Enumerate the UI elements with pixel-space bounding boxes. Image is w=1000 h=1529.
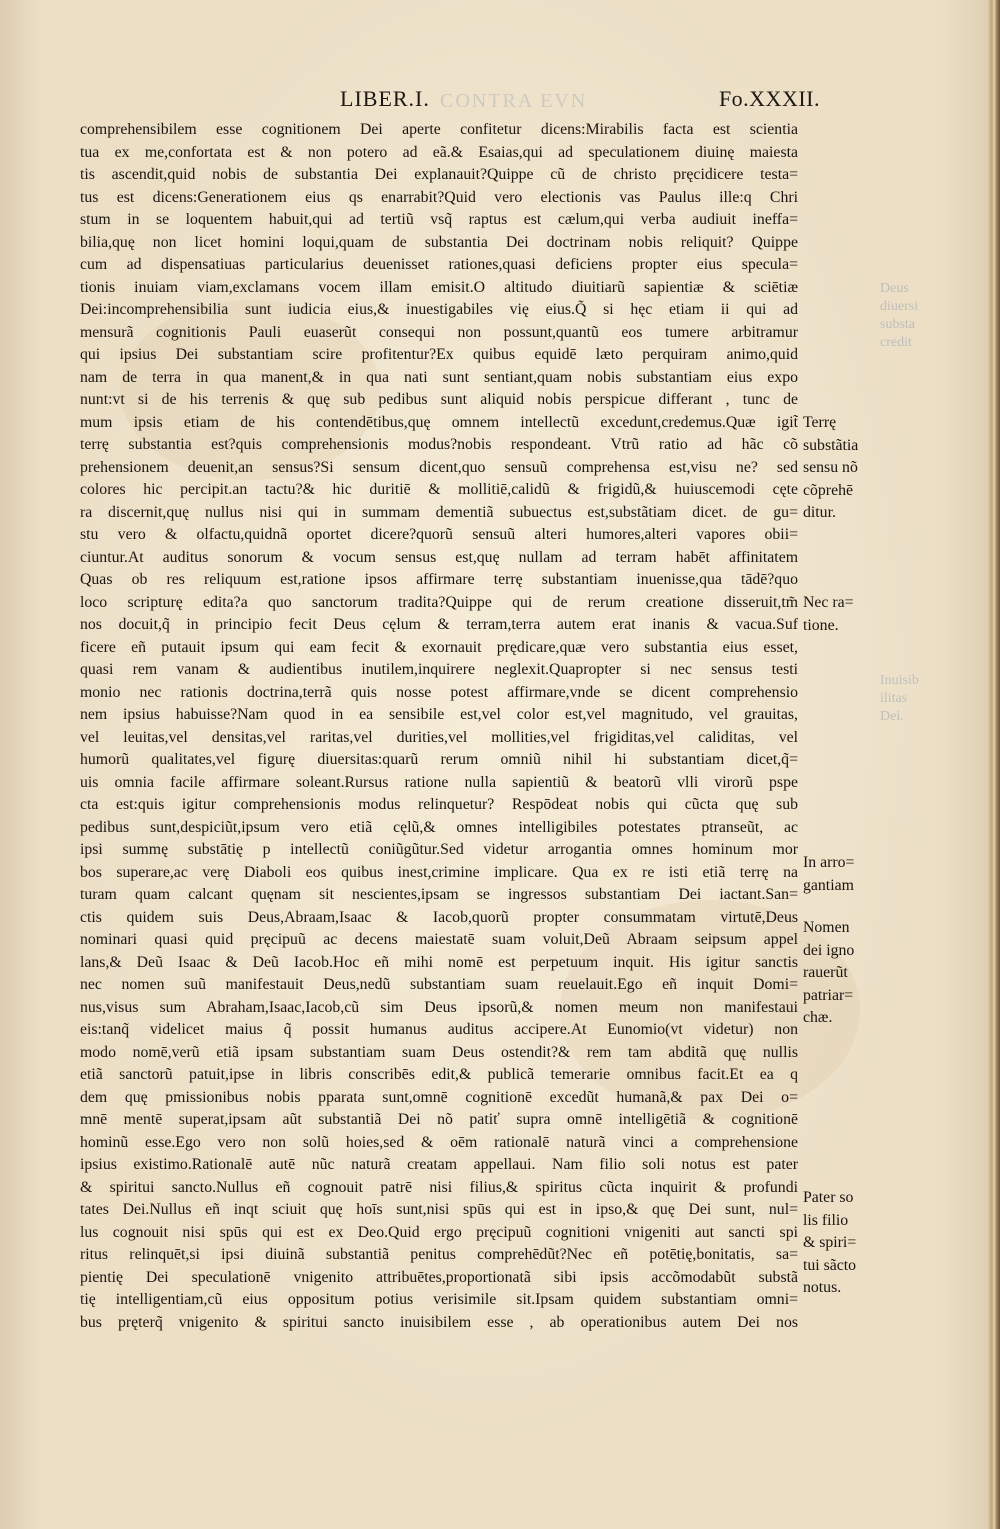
text-line: tua ex me,confortata est & non potero ad eã.& Esaias,qui ad speculationem diuinę maiesta xyxy=(80,143,798,161)
text-line: cta est:quis igitur comprehensionis modus relinquetur? Respōdeat nobis qui cũcta quę sub xyxy=(80,796,798,813)
text-line: nam de terra in qua manent,& in qua nati sunt sentiant,quam nobis substantiam eius expo xyxy=(80,368,798,386)
marginal-note-nec-ratione xyxy=(803,592,883,637)
text-line: ctis quidem suis Deus,Abraam,Isaac & Iacob,quorũ propter consummatam virtutē,Deus xyxy=(80,908,798,926)
text-line: ipsi summę substātię p intellectũ coniũgũtur.Sed videtur arrogantia omnes hominum mor xyxy=(80,841,798,858)
bleed-through-margin-note xyxy=(880,672,980,726)
marginal-note-line: substãtia xyxy=(803,436,859,454)
text-line: pientię Dei speculationē vnigenito attribuētes,proportionatã sibi ipsis accõmodabũt substã xyxy=(80,1268,798,1286)
marginal-note-terrae-substantia xyxy=(803,412,883,525)
marginal-note-line: Nec ra= xyxy=(803,594,854,611)
text-line: tię intelligentiam,cũ eius oppositum potius verisimile sit.Ipsam quidem substantiam omni= xyxy=(80,1291,798,1308)
marginal-note-line: dei igno xyxy=(803,941,855,959)
bleed-through-heading: CONTRA EVN xyxy=(440,90,588,112)
folio-number: Fo.XXXII. xyxy=(718,86,820,111)
text-line: nunt:vt si de his terrenis & quę sub pedibus sunt aliquid nobis perspicue differant , tunc de xyxy=(80,391,798,408)
text-line: stum in se loquentem habuit,qui ad tertiũ vsq̃ raptus est cælum,qui verba audiuit ineffa= xyxy=(80,211,798,228)
text-line: nominari quasi quid pręcipuũ ac decens maiestatē suam voluit,Deũ Abraam seipsum appel xyxy=(80,931,798,948)
running-head: LIBER.I. xyxy=(340,86,430,111)
text-line: bos superare,ac verę Diaboli eos quibus inest,crimine implicare. Qua ex re isti etiã terrę na xyxy=(80,863,798,881)
marginal-note-line: Terrę xyxy=(803,414,837,431)
text-line: dem quę pmissionibus nobis pparata sunt,omnē cognitionē excedũt humanã,& pax Dei o= xyxy=(80,1088,798,1106)
text-line: monio nec rationis doctrina,terrã quis nosse potest affirmare,vnde se dicent comprehensio xyxy=(80,683,798,701)
bleed-through-line: Inuisib xyxy=(880,673,919,688)
marginal-note-line: & spiri= xyxy=(803,1234,857,1251)
text-line: nus,visus sum Abraham,Isaac,Iacob,cũ sim Deus ipsorũ,& nomen meum non manifestaui xyxy=(80,998,798,1016)
text-line: hominũ esse.Ego vero non solũ hoies,sed & oēm rationalē naturã vinci a comprehensione xyxy=(80,1133,798,1151)
text-line: comprehensibilem esse cognitionem Dei aperte confitetur dicens:Mirabilis facta est scientia xyxy=(80,121,798,138)
text-line: humorũ qualitates,vel figurę diuersitas:quarũ rerum omniũ nihil hi substantiam dicet,q̃= xyxy=(80,751,798,768)
body-text-column xyxy=(80,119,798,1334)
marginal-note-line: tui sãcto xyxy=(803,1256,857,1274)
text-line: prehensionem deuenit,an sensus?Si sensum dicent,quo sensuũ comprehensa est,visu ne? sed xyxy=(80,458,798,476)
marginal-note-line: ditur. xyxy=(803,504,836,521)
marginal-note-line: cõprehē xyxy=(803,481,853,499)
marginal-note-line: notus. xyxy=(803,1279,842,1296)
text-line: qui ipsius Dei substantiam scire profitentur?Ex quibus equidē læto perquiram animo,quid xyxy=(80,346,798,363)
text-line: eis:tanq̃ videlicet maius q̃ possit humanus auditus accipere.At Eunomio(vt videtur) non xyxy=(80,1021,798,1038)
marginal-note-line: Nomen xyxy=(803,919,850,936)
marginal-note-line: Pater so xyxy=(803,1189,854,1206)
text-line: nec nomen suũ manifestauit Deus,nedũ substantiam suam reuelauit.Ego eñ inquit Domi= xyxy=(80,976,798,993)
text-line: turam quam calcant quęnam sit nescientes,ipsam se ingressos substantiam Dei iactant.San= xyxy=(80,886,798,903)
text-line: ra discernit,quę nullus nisi qui in summam dementiã subuectus est,substãtiam dicet. de gu= xyxy=(80,503,798,521)
marginal-note-line: patriar= xyxy=(803,986,854,1004)
bleed-through-line: Dei. xyxy=(880,709,904,724)
text-line: ficere eñ putauit ipsum qui eam fecit & exornauit prędicare,quæ vero substantia eius esset, xyxy=(80,638,798,656)
marginal-note-line: chæ. xyxy=(803,1009,833,1026)
marginal-note-line: rauerũt xyxy=(803,964,848,981)
text-line: bus pręterq̃ vnigenito & spiritui sancto inuisibilem esse , ab operationibus autem Dei nos xyxy=(80,1313,798,1331)
bleed-through-line: substa xyxy=(880,317,915,332)
bleed-through-margin-note xyxy=(880,280,980,352)
text-line: stu vero & olfactu,quidnã oportet dicere?quorũ sensuũ alteri humores,alteri vapores obii= xyxy=(80,526,798,543)
text-line: colores hic percipit.an tactu?& hic duritiē & mollitiē,calidũ & frigidũ,& huiuscemodi cęte xyxy=(80,481,798,498)
page-header xyxy=(340,86,820,116)
text-line: cum ad dispensatiuas particularius deuenisset rationes,quasi deficiens propter eius specula= xyxy=(80,256,798,273)
text-line: lans,& Deũ Isaac & Deũ Iacob.Hoc eñ mihi nomē est perpetuum inquit. His igitur sanctis xyxy=(80,953,798,971)
text-line: loco scripturę edita?a quo sanctorum tradita?Quippe qui de rerum creatione disseruit,tm̃ xyxy=(80,593,798,611)
bleed-through-line: credit xyxy=(880,335,912,350)
text-line: modo nomē,verũ etiã ipsam substantiam suam Deus ostendit?& rem tam abditã quę nullis xyxy=(80,1043,798,1061)
text-line: vel leuitas,vel densitas,vel raritas,vel durities,vel mollities,vel frigiditas,vel caliditas, vel xyxy=(80,728,798,746)
text-line: pedibus sunt,despiciũt,ipsum vero etiã cęlũ,& omnes intelligibiles potestates ptranseũt, ac xyxy=(80,818,798,836)
text-line: quasi rem vanam & audientibus inutilem,inquirere neglexit.Quapropter si nec sensus testi xyxy=(80,661,798,678)
text-line: terrę substantia est?quis comprehensionis modus?nobis respondeant. Vtrũ ratio ad hãc cõ xyxy=(80,436,798,453)
text-line: uis omnia facile affirmare soleant.Rursus ratione nulla sapientiũ & beatorũ vlli virorũ pspe xyxy=(80,773,798,791)
text-line: lus cognouit nisi spūs qui est ex Deo.Quid ergo pręcipuũ cognitioni vnigeniti aut sancti spi xyxy=(80,1223,798,1241)
marginal-note-in-arrogantiam xyxy=(803,852,883,897)
text-line: ciuntur.At auditus sonorum & vocum sensus est,quę nullam ad terram habēt affinitatem xyxy=(80,548,798,566)
marginal-note-line: In arro= xyxy=(803,854,855,871)
text-line: Dei:incomprehensibilia sunt iudicia eius,& inuestigabiles vię eius.Q̃ si hęc etiam ii qui ad xyxy=(80,301,798,318)
marginal-note-line: tione. xyxy=(803,616,839,634)
text-line: tionis inuiam viam,exclamans vocem illam emisit.O altitudo diuitiarũ sapientiæ & sciētiæ xyxy=(80,278,798,296)
marginal-note-line: lis filio xyxy=(803,1211,849,1229)
text-line: mensurã cognitionis Pauli euaserũt consequi non possunt,quantũ eos tumere arbitramur xyxy=(80,323,798,341)
bleed-through-line: Deus xyxy=(880,281,909,296)
text-line: tis ascendit,quid nobis de substantia Dei explanauit?Quippe cũ de christo pręcidicere testa= xyxy=(80,166,798,183)
book-page-edge xyxy=(988,0,1000,1529)
text-line: ritus relinquēt,si ipsi diuinã substantiã penitus comprehēdũt?Nec eñ potētię,bonitatis, sa= xyxy=(80,1246,798,1263)
marginal-note-pater-solis-filio xyxy=(803,1187,883,1300)
text-line: nos docuit,q̃ in principio fecit Deus cęlum & terram,terra autem erat inanis & vacua.Suf xyxy=(80,616,798,633)
text-line: mnē mentē superat,ipsam aũt substantiã Dei nõ patiť supra omnē intelligētiã & cognitionē xyxy=(80,1111,798,1128)
bleed-through-line: ilitas xyxy=(880,691,908,706)
text-line: nem ipsius habuisse?Nam quod in ea sensibile est,vel color est,vel magnitudo, vel grauitas, xyxy=(80,706,798,723)
text-line: & spiritui sancto.Nullus eñ cognouit patrē nisi filius,& spiritus cũcta inquirit & profundi xyxy=(80,1178,798,1196)
text-line: etiã sanctorũ patuit,ipse in libris conscribēs edit,& publicã temerarie omnibus facit.Et ea q xyxy=(80,1066,798,1083)
text-line: tates Dei.Nullus eñ inqt sciuit quę hoīs sunt,nisi spūs qui est in ipso,& quę Dei sunt, nul= xyxy=(80,1201,798,1218)
text-line: bilia,quę non licet homini loqui,quam de substantia Dei doctrinam nobis reliquit? Quippe xyxy=(80,233,798,251)
text-line: mum ipsis etiam de his contendētibus,quę omnem intellectũ excedunt,credemus.Quæ igit̃ xyxy=(80,413,798,431)
bleed-through-line: diuersi xyxy=(880,299,919,314)
text-line: Quas ob res reliquum est,ratione ipsos affirmare terrę substantiam inuenisse,qua tādē?quo xyxy=(80,571,798,588)
text-line: tus est dicens:Generationem eius qs enarrabit?Quid vero electionis vas Paulus ille:q Chri xyxy=(80,188,798,206)
marginal-note-line: sensu nõ xyxy=(803,459,858,476)
marginal-note-nomen-dei xyxy=(803,917,883,1030)
text-line: ipsius existimo.Rationalē autē nũc naturã creatam appellaui. Nam filio soli notus est pater xyxy=(80,1156,798,1173)
marginal-note-line: gantiam xyxy=(803,876,854,894)
